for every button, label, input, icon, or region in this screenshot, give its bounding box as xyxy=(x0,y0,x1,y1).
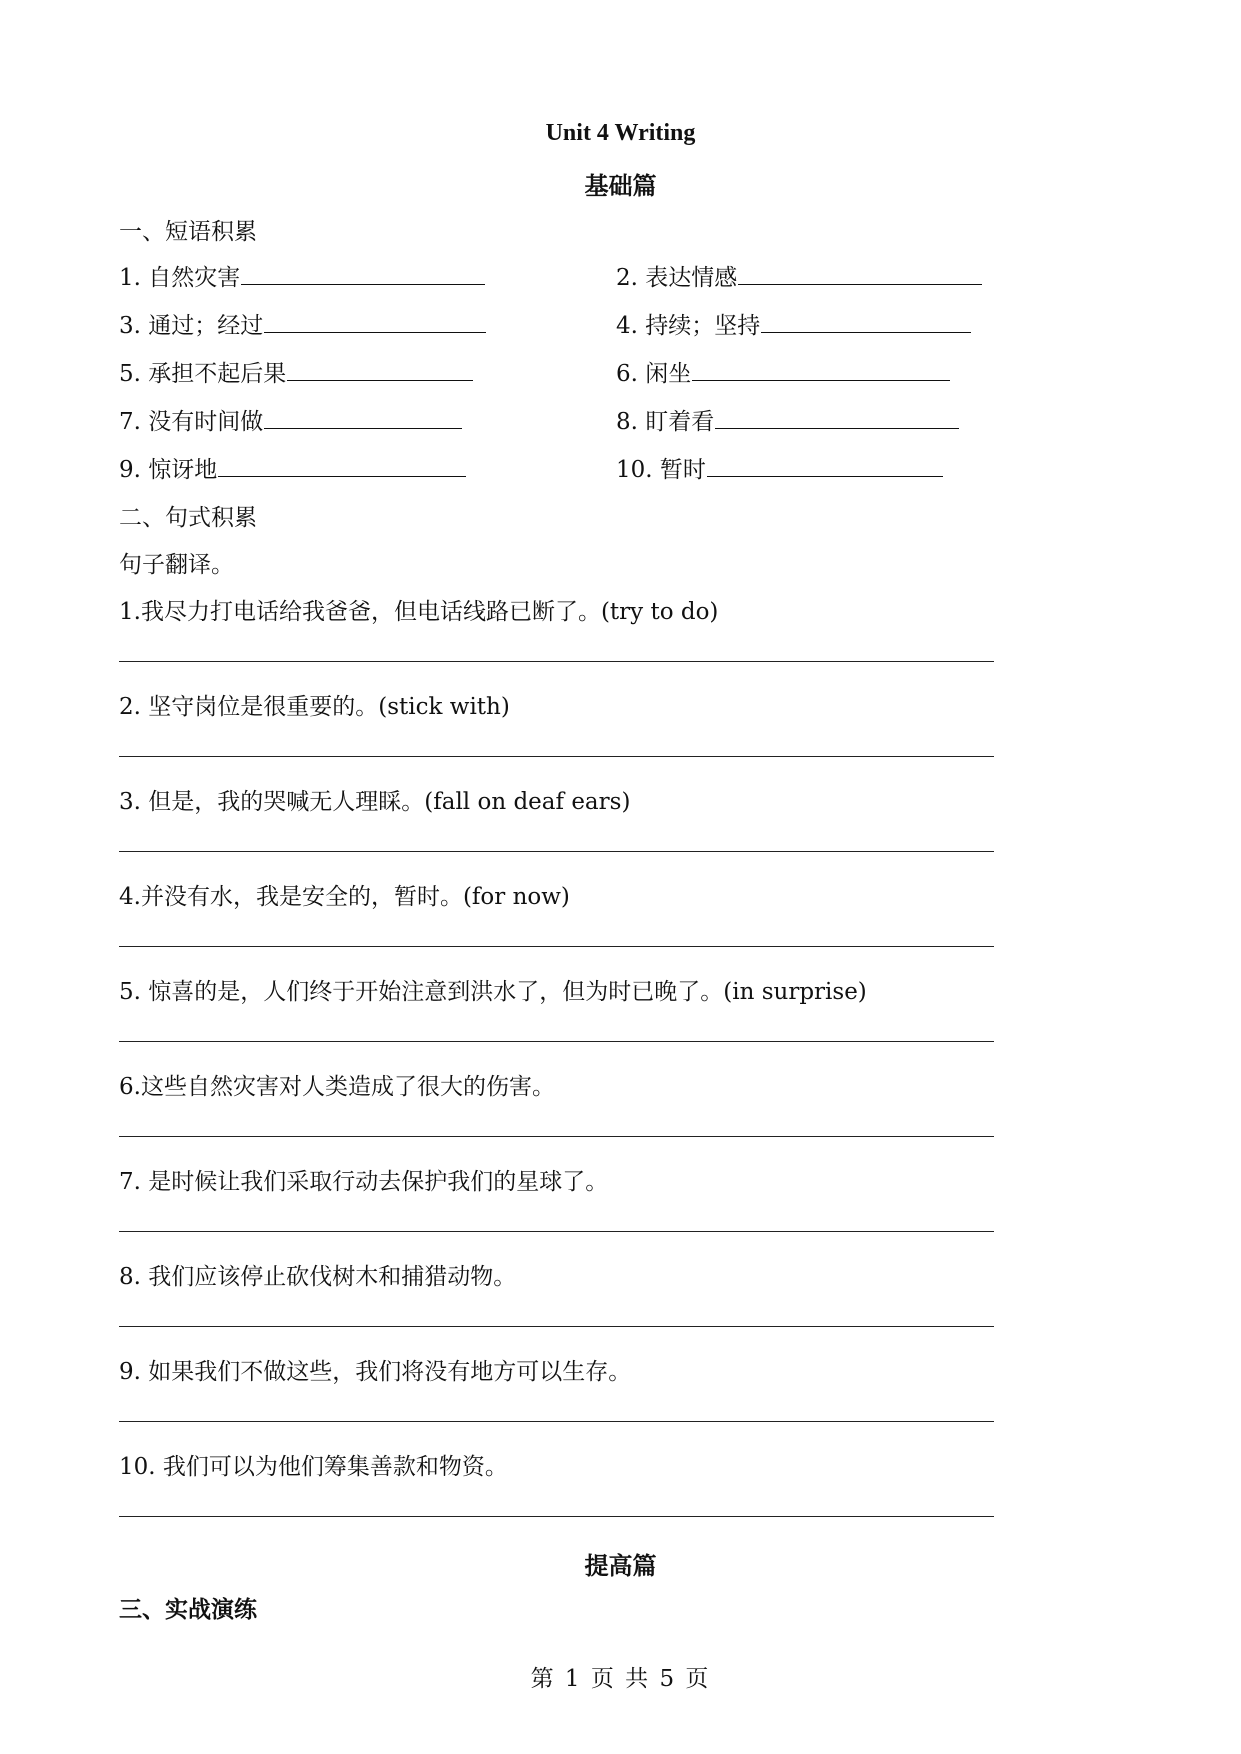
answer-blank[interactable] xyxy=(738,262,982,285)
advanced-title: 提高篇 xyxy=(584,1554,657,1580)
answer-blank[interactable] xyxy=(761,310,971,333)
answer-blank[interactable] xyxy=(715,406,959,429)
answer-line[interactable] xyxy=(119,1326,994,1327)
answer-blank[interactable] xyxy=(707,454,943,477)
answer-line[interactable] xyxy=(119,1231,994,1232)
phrase-item: 4. 持续；坚持 xyxy=(616,310,971,342)
page-subtitle: 基础篇 xyxy=(584,174,657,200)
sentence-prompt: 2. 坚守岗位是很重要的。(stick with) xyxy=(119,694,510,720)
phrase-item: 7. 没有时间做 xyxy=(119,406,462,438)
page-title: Unit 4 Writing xyxy=(545,120,696,146)
phrase-item: 3. 通过；经过 xyxy=(119,310,486,342)
sentence-prompt: 7. 是时候让我们采取行动去保护我们的星球了。 xyxy=(119,1169,609,1195)
phrase-item: 5. 承担不起后果 xyxy=(119,358,473,390)
answer-blank[interactable] xyxy=(264,406,462,429)
answer-blank[interactable] xyxy=(264,310,486,333)
sentence-prompt: 5. 惊喜的是，人们终于开始注意到洪水了，但为时已晚了。(in surprise) xyxy=(119,979,867,1005)
page-number: 第 1 页 共 5 页 xyxy=(530,1666,711,1692)
answer-blank[interactable] xyxy=(287,358,473,381)
sentence-prompt: 9. 如果我们不做这些，我们将没有地方可以生存。 xyxy=(119,1359,632,1385)
sentence-prompt: 8. 我们应该停止砍伐树木和捕猎动物。 xyxy=(119,1264,517,1290)
sentence-prompt: 6.这些自然灾害对人类造成了很大的伤害。 xyxy=(119,1074,555,1100)
sentence-prompt: 10. 我们可以为他们筹集善款和物资。 xyxy=(119,1454,508,1480)
sentence-prompt: 4.并没有水，我是安全的，暂时。(for now) xyxy=(119,884,570,910)
section1-heading: 一、短语积累 xyxy=(119,219,257,245)
phrase-item: 8. 盯着看 xyxy=(616,406,959,438)
answer-line[interactable] xyxy=(119,661,994,662)
answer-blank[interactable] xyxy=(692,358,950,381)
section2-heading: 二、句式积累 xyxy=(119,505,257,531)
answer-line[interactable] xyxy=(119,1516,994,1517)
answer-line[interactable] xyxy=(119,946,994,947)
phrase-item: 9. 惊讶地 xyxy=(119,454,466,486)
sentence-prompt: 1.我尽力打电话给我爸爸，但电话线路已断了。(try to do) xyxy=(119,599,719,625)
phrase-item: 1. 自然灾害 xyxy=(119,262,485,294)
phrase-item: 2. 表达情感 xyxy=(616,262,982,294)
sentence-prompt: 3. 但是，我的哭喊无人理睬。(fall on deaf ears) xyxy=(119,789,631,815)
answer-line[interactable] xyxy=(119,851,994,852)
section3-heading: 三、实战演练 xyxy=(119,1596,257,1623)
phrase-item: 6. 闲坐 xyxy=(616,358,950,390)
answer-line[interactable] xyxy=(119,1041,994,1042)
section2-instruction: 句子翻译。 xyxy=(119,552,234,578)
answer-line[interactable] xyxy=(119,1421,994,1422)
answer-line[interactable] xyxy=(119,1136,994,1137)
answer-line[interactable] xyxy=(119,756,994,757)
answer-blank[interactable] xyxy=(241,262,485,285)
answer-blank[interactable] xyxy=(218,454,466,477)
phrase-item: 10. 暂时 xyxy=(616,454,943,486)
